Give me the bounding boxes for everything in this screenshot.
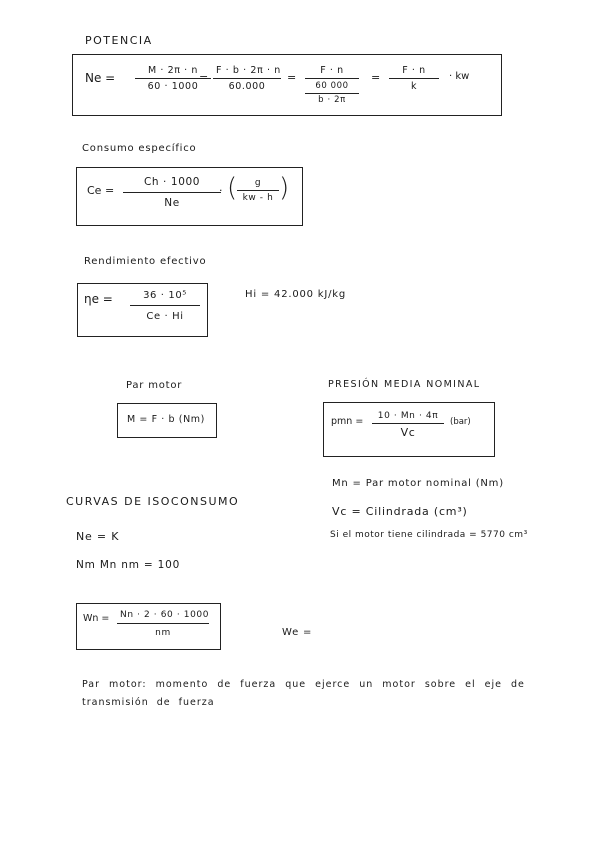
fraction-numerator: 10 · Mn · 4π [372,411,444,424]
potencia-unit: · kw [449,71,470,82]
equals-sign: = [199,71,209,84]
consumo-fraction [123,176,221,209]
fraction-numerator: F · n [389,65,439,79]
fraction-denominator: k [410,81,418,92]
definition-line-1: Par motor: momento de fuerza que ejerce un motor sobre el eje de [82,679,525,690]
fraction-denominator [305,79,359,105]
fraction-denominator: Vc [400,426,416,439]
par-motor-heading: Par motor [126,380,183,391]
wn-fraction [117,610,209,638]
equals-sign: = [371,71,381,84]
rendimiento-fraction [130,290,200,322]
consumo-heading: Consumo específico [82,143,197,154]
wn-lhs: Wn = [83,613,110,624]
left-paren: ( [227,173,238,203]
fraction-denominator: nm [155,628,171,638]
hi-value-note: Hi = 42.000 kJ/kg [245,289,347,300]
consumo-formula-box [76,167,303,226]
fraction-denominator: kw - h [242,193,274,203]
presion-lhs: pmn = [331,416,364,427]
rendimiento-heading: Rendimiento efectivo [84,256,207,267]
mn-definition: Mn = Par motor nominal (Nm) [332,478,504,489]
fraction-denominator: Ce · Hi [146,311,184,322]
fraction-denominator: Ne [164,197,180,209]
presion-formula-box [323,402,495,457]
multiply-dot: · [219,184,223,197]
definition-line-2: transmisión de fuerza [82,697,215,708]
fraction-numerator: 36 · 10⁵ [130,290,200,306]
ne-equals-k: Ne = K [76,530,120,543]
consumo-lhs: Ce = [87,184,115,197]
nested-numerator: 60 000 [305,81,359,94]
fraction-numerator: Nn · 2 · 60 · 1000 [117,610,209,624]
presion-unit: (bar) [450,417,471,427]
nm-mn-line: Nm Mn nm = 100 [76,559,181,571]
fraction-numerator: F · n [305,65,359,79]
potencia-fraction-3 [305,65,359,105]
par-motor-formula: M = F · b (Nm) [127,414,205,425]
presion-heading: PRESIÓN MEDIA NOMINAL [328,379,481,390]
potencia-lhs: Ne = [85,71,116,85]
potencia-fraction-4 [389,65,439,92]
potencia-heading: POTENCIA [85,34,153,47]
equals-sign: = [287,71,297,84]
presion-fraction [372,411,444,439]
fraction-numerator: g [237,178,279,191]
rendimiento-formula-box [77,283,208,337]
wn-formula-box [76,603,221,650]
fraction-denominator: 60.000 [228,81,266,92]
fraction-numerator: Ch · 1000 [123,176,221,193]
fraction-denominator: 60 · 1000 [147,81,199,92]
curvas-heading: CURVAS DE ISOCONSUMO [66,495,240,508]
rendimiento-lhs: ηe = [84,292,113,306]
fraction-numerator: M · 2π · n [135,65,211,79]
par-motor-formula-box [117,403,217,438]
vc-definition: Vc = Cilindrada (cm³) [332,505,468,518]
cilindrada-note: Si el motor tiene cilindrada = 5770 cm³ [330,530,528,540]
nested-denominator: b · 2π [318,95,346,105]
we-equals: We = [282,627,313,638]
right-paren: ) [279,173,290,203]
consumo-unit-fraction [237,178,279,203]
potencia-formula-box [72,54,502,116]
fraction-numerator: F · b · 2π · n [213,65,281,79]
potencia-fraction-2 [213,65,281,92]
